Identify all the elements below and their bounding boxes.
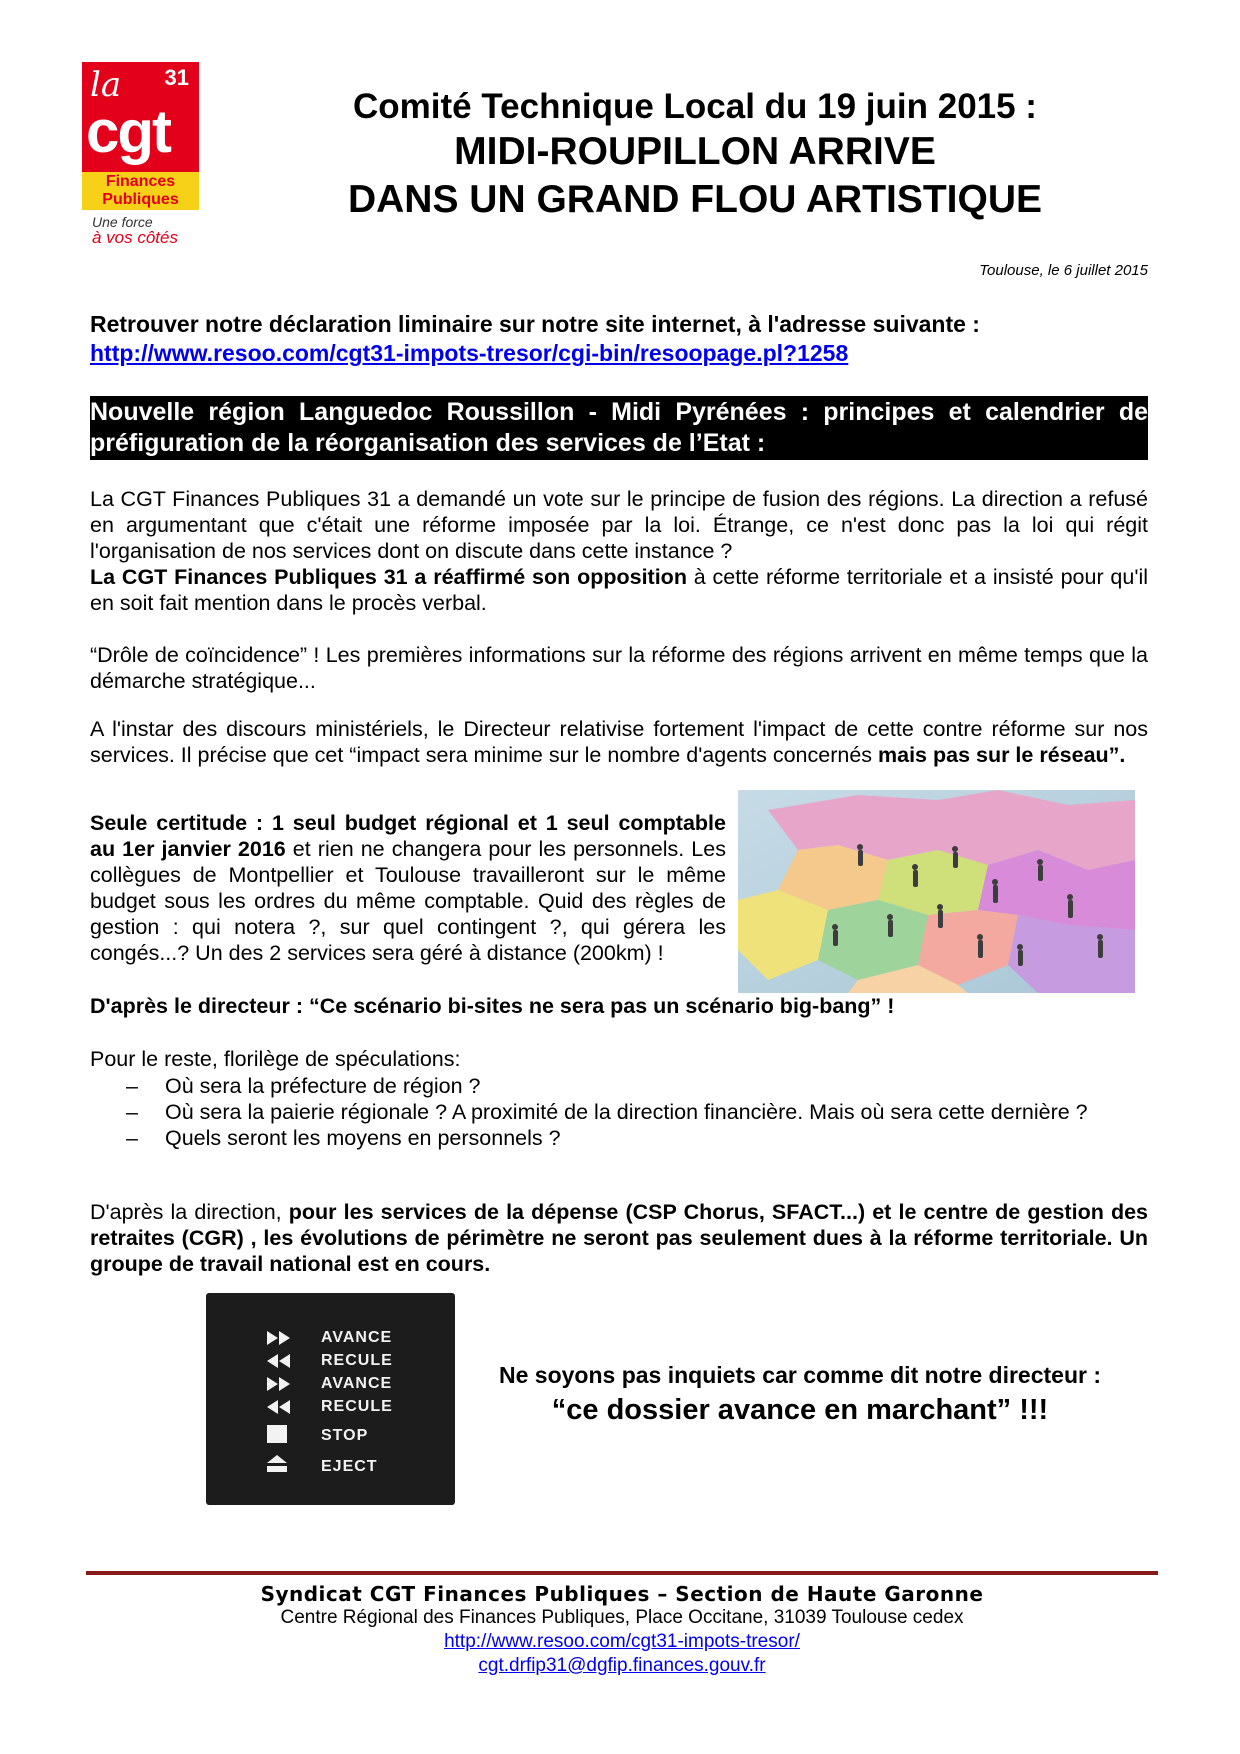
logo-yellow-band [82,172,199,210]
map-illustration [738,790,1135,993]
logo-publiques: Publiques [102,191,179,208]
p6-bold: pour les services de la dépense (CSP Chorus, SFACT...) et le centre de gestion des retraites (CGR) , les évolutions de périmètre ne seront pas seulement dues à la réforme territoriale. Un groupe de travail national est en cours. [90,1200,1149,1276]
remote-label: RECULE [321,1398,393,1415]
rewind-icon [267,1398,291,1416]
p1-text2: à cette réforme territoriale et a insisté pour qu'il en soit fait mention dans le procès verbal. [90,565,1149,615]
france-map-figurines-image [738,790,1135,993]
footer-email-link[interactable]: cgt.drfip31@dgfip.finances.gouv.fr [478,1655,766,1676]
remote-label: RECULE [321,1352,393,1369]
logo-la: la [90,65,122,105]
p3-bold: mais pas sur le réseau”. [878,743,1126,767]
closing-quote [460,1360,1140,1428]
title-line-3: DANS UN GRAND FLOU ARTISTIQUE [347,178,1043,221]
remote-label: STOP [321,1427,369,1444]
list-item: – Quels seront les moyens en personnels ? [126,1126,561,1150]
speculations-intro: Pour le reste, florilège de spéculations: [90,1047,461,1071]
fast-forward-icon [267,1375,291,1393]
cgt-logo [82,62,199,247]
stop-icon [267,1425,291,1443]
logo-cgt: cgt [86,98,170,165]
intro-paragraph [90,310,1148,368]
remote-buttons-image [206,1293,455,1505]
logo-number: 31 [164,65,189,90]
rewind-icon [267,1352,291,1370]
logo-slogan-line2: à vos côtés [92,228,178,247]
logo-finances: Finances [105,173,176,190]
remote-label: AVANCE [321,1375,393,1392]
remote-label: EJECT [321,1458,378,1475]
page-title [230,86,1160,224]
list-item: – Où sera la préfecture de région ? [126,1074,481,1098]
paragraph-depense [90,1199,1148,1277]
p3-text: A l'instar des discours ministériels, le Directeur relativise fortement l'impact de cette contre réforme sur nos services. Il précise que cet “impact sera minime sur le nombre d'agents concernés [90,717,1148,767]
footer-address: Centre Régional des Finances Publiques, Place Occitane, 31039 Toulouse cedex [280,1607,964,1628]
p4-text: et rien ne changera pour les personnels. Les collègues de Montpellier et Toulouse travailleront sur le même budget sous les ordres du même comptable. Quid des règles de gestion : qui notera ?, sur quel contingent ?, qui gérera les congés...? Un des 2 services sera géré à distance (200km) ! [90,837,726,965]
remote-label: AVANCE [321,1329,393,1346]
p4-bold: Seule certitude : 1 seul budget régional et 1 seul comptable au 1er janvier 2016 [90,811,726,861]
paragraph-directeur [90,716,1148,768]
speculations-list [90,1073,1148,1151]
quote-line-1: Ne soyons pas inquiets car comme dit notre directeur : [499,1362,1101,1388]
list-item: – Où sera la paierie régionale ? A proximité de la direction financière. Mais où sera cette dernière ? [126,1100,1088,1124]
logo-slogan-line1: Une force [92,214,153,230]
director-quote: D'après le directeur : “Ce scénario bi-sites ne sera pas un scénario big-bang” ! [90,994,895,1018]
footer-org: Syndicat CGT Finances Publiques – Section de Haute Garonne [260,1582,984,1606]
declaration-link[interactable]: http://www.resoo.com/cgt31-impots-tresor/cgi-bin/resoopage.pl?1258 [90,340,849,366]
quote-line-2: “ce dossier avance en marchant” !!! [551,1394,1049,1426]
paragraph-coincidence: “Drôle de coïncidence” ! Les premières informations sur la réforme des régions arrivent en même temps que la démarche stratégique... [90,643,1148,693]
title-line-2: MIDI-ROUPILLON ARRIVE [454,130,936,173]
section-banner: Nouvelle région Languedoc Roussillon - Midi Pyrénées : principes et calendrier de préfiguration de la réorganisation des services de l’Etat : [90,396,1148,460]
p1-text: La CGT Finances Publiques 31 a demandé un vote sur le principe de fusion des régions. La direction a refusé en argumentant que c'était une réforme imposée par la loi. Étrange, ce n'est donc pas la loi qui régit l'organisation de nos services dont on discute dans cette instance ? [90,487,1148,563]
dateline: Toulouse, le 6 juillet 2015 [979,262,1148,279]
logo-red-block [82,62,199,172]
logo-slogan [92,214,197,246]
p6-text: D'après la direction, [90,1200,289,1224]
title-line-1: Comité Technique Local du 19 juin 2015 : [353,87,1037,126]
paragraph-certitude [90,810,726,966]
footer-website-link[interactable]: http://www.resoo.com/cgt31-impots-tresor/ [444,1631,800,1652]
fast-forward-icon [267,1329,291,1347]
footer [86,1582,1158,1678]
intro-text: Retrouver notre déclaration liminaire sur notre site internet, à l'adresse suivante : [90,311,980,337]
footer-divider [86,1571,1158,1575]
paragraph-vote [90,486,1148,616]
eject-icon [267,1455,291,1473]
p1-bold: La CGT Finances Publiques 31 a réaffirmé son opposition [90,565,687,589]
